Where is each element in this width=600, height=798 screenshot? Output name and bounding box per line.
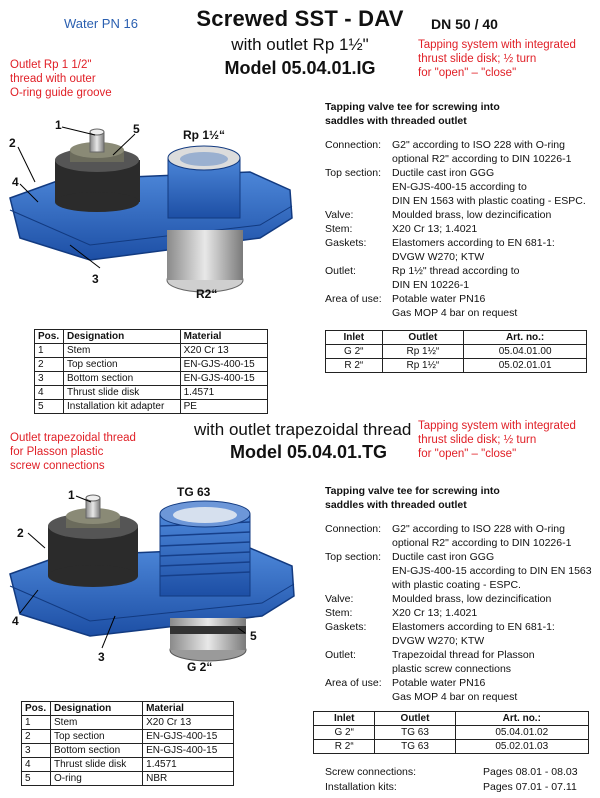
subtitle-2: with outlet trapezoidal thread [194, 420, 412, 439]
callout-4b: 4 [12, 614, 19, 628]
parts-table-1: Pos. Designation Material 1 Stem X20 Cr 13 2 Top section EN-GJS-400-15 3 Bottom section EN-GJS-400-15 4 Thrust slide disk 1.4571 5 Installation kit adapter PE [34, 329, 268, 414]
outlet-note-1: Outlet Rp 1 1/2" thread with outer O-ring guide groove [10, 59, 112, 99]
outlet-label-2: TG 63 [177, 485, 211, 499]
table-row: 1 Stem X20 Cr 13 [35, 344, 268, 358]
table-row: 2 Top section EN-GJS-400-15 [22, 730, 234, 744]
screw-connections-label: Screw connections: [325, 766, 417, 778]
callout-1b: 1 [68, 488, 75, 502]
tapping-note-2: Tapping system with integrated thrust slide disk; ½ turn for "open" – "close" [418, 420, 576, 460]
callout-2: 2 [9, 136, 16, 150]
order-table-2: Inlet Outlet Art. no.: G 2“ TG 63 05.04.01.02 R 2“ TG 63 05.02.01.03 [313, 711, 589, 754]
subtitle-1: with outlet Rp 1½" [231, 35, 369, 54]
order-table-1: Inlet Outlet Art. no.: G 2“ Rp 1½“ 05.04.01.00 R 2“ Rp 1½“ 05.02.01.01 [325, 330, 587, 373]
spec-list-1: Connection: G2" according to ISO 228 with O-ring optional R2" according to DIN 10226-1 Top section: Ductile cast iron GGG EN-GJS-400-15 according to DIN EN 1563 with plastic coating - ESPC. Valve: Moulded brass, low dezincification Stem: X20 Cr 13; 1.4021 Gaskets: Elastomers according to EN 681-1: DVGW W270; KTW Outlet: Rp 1½" thread according to DIN EN 10226-1 Area of use: Potable water PN16 Gas MOP 4 bar on request [325, 139, 586, 319]
installation-kits-pages: Pages 07.01 - 07.11 [483, 781, 577, 793]
outlet-label-1: Rp 1½“ [183, 128, 226, 142]
table-row: 5 Installation kit adapter PE [35, 400, 268, 414]
table-row: 1 Stem X20 Cr 13 [22, 716, 234, 730]
table-row: 5 O-ring NBR [22, 772, 234, 786]
page-title: Screwed SST - DAV [196, 6, 404, 31]
callout-1: 1 [55, 118, 62, 132]
table-row: 3 Bottom section EN-GJS-400-15 [22, 744, 234, 758]
callout-5b: 5 [250, 629, 257, 643]
inlet-label-2: G 2“ [187, 660, 213, 674]
model-2: Model 05.04.01.TG [230, 442, 388, 462]
installation-kits-label: Installation kits: [325, 781, 397, 793]
table-row: G 2“ TG 63 05.04.01.02 [314, 726, 589, 740]
valve-illustration-2 [0, 478, 320, 678]
model-1: Model 05.04.01.IG [224, 58, 376, 78]
callout-5: 5 [133, 122, 140, 136]
callout-3b: 3 [98, 650, 105, 664]
callout-2b: 2 [17, 526, 24, 540]
table-row: 3 Bottom section EN-GJS-400-15 [35, 372, 268, 386]
spec-title-1: Tapping valve tee for screwing into saddles with threaded outlet [325, 101, 500, 127]
nominal-size: DN 50 / 40 [431, 16, 498, 32]
tapping-note-1: Tapping system with integrated thrust slide disk; ½ turn for "open" – "close" [418, 39, 576, 79]
callout-4: 4 [12, 175, 19, 189]
outlet-note-2: Outlet trapezoidal thread for Plasson plastic screw connections [10, 432, 136, 472]
spec-title-2: Tapping valve tee for screwing into saddles with threaded outlet [325, 485, 500, 511]
table-row: R 2“ TG 63 05.02.01.03 [314, 740, 589, 754]
table-row: R 2“ Rp 1½“ 05.02.01.01 [326, 359, 587, 373]
callout-3: 3 [92, 272, 99, 286]
valve-illustration-1 [0, 110, 320, 310]
spec-list-2: Connection: G2" according to ISO 228 with O-ring optional R2" according to DIN 10226-1 Top section: Ductile cast iron GGG EN-GJS-400-15 according to DIN EN 1563 with plastic coating - ESPC. Valve: Moulded brass, low dezincification Stem: X20 Cr 13; 1.4021 Gaskets: Elastomers according to EN 681-1: DVGW W270; KTW Outlet: Trapezoidal thread for Plasson plastic screw connections Area of use: Potable water PN16 Gas MOP 4 bar on request [325, 523, 592, 703]
inlet-label-1: R2“ [196, 287, 218, 301]
screw-connections-pages: Pages 08.01 - 08.03 [483, 766, 578, 778]
parts-table-2: Pos. Designation Material 1 Stem X20 Cr 13 2 Top section EN-GJS-400-15 3 Bottom section EN-GJS-400-15 4 Thrust slide disk 1.4571 5 O-ring NBR [21, 701, 234, 786]
table-row: 4 Thrust slide disk 1.4571 [22, 758, 234, 772]
pressure-rating: Water PN 16 [64, 16, 138, 31]
table-row: 2 Top section EN-GJS-400-15 [35, 358, 268, 372]
table-row: G 2“ Rp 1½“ 05.04.01.00 [326, 345, 587, 359]
table-row: 4 Thrust slide disk 1.4571 [35, 386, 268, 400]
